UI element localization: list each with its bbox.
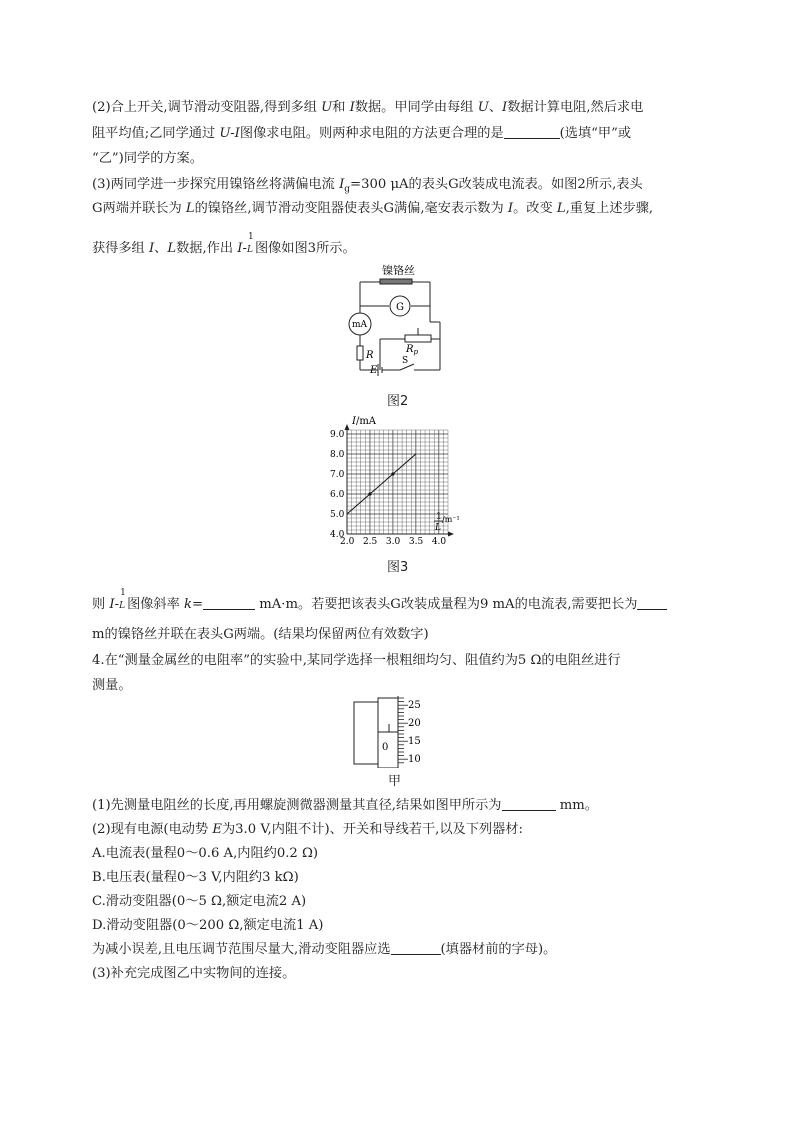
q3-part3-line2: G两端并联长为 L的镍铬丝,调节滑动变阻器使表头G满偏,毫安表示数为 I。改变 L,重复上述步骤, bbox=[92, 201, 654, 216]
circuit-diagram-fig2 bbox=[340, 262, 450, 377]
svg-text:/m⁻¹: /m⁻¹ bbox=[442, 515, 460, 524]
fig2-caption: 图2 bbox=[387, 394, 409, 409]
micrometer-tick-20: 20 bbox=[408, 718, 421, 729]
answer-blank-slope[interactable] bbox=[203, 597, 255, 610]
svg-text:L: L bbox=[435, 523, 441, 533]
q4-line2: 测量。 bbox=[92, 678, 132, 693]
x-tick-label: 2.0 bbox=[340, 537, 355, 547]
x-tick-label: 3.5 bbox=[408, 537, 424, 547]
micrometer-sleeve bbox=[354, 702, 378, 764]
q3-part4-line2: m的镍铬丝并联在表头G两端。(结果均保留两位有效数字) bbox=[92, 627, 429, 642]
x-tick-label: 2.5 bbox=[362, 537, 378, 547]
q3-part2-line3: “乙”)同学的方案。 bbox=[92, 151, 203, 166]
y-tick-label: 5.0 bbox=[330, 510, 345, 520]
q4-option-b: B.电压表(量程0～3 V,内阻约3 kΩ) bbox=[92, 870, 299, 885]
x-tick-label: 4.0 bbox=[431, 537, 447, 547]
label-e: E bbox=[370, 365, 378, 376]
y-tick-label: 4.0 bbox=[330, 530, 345, 540]
label-rp: $R_p$ bbox=[406, 344, 419, 356]
y-tick-label: 7.0 bbox=[330, 470, 345, 480]
q3-part4-line1: 则 I- 1 L 图像斜率 k= mA·m。若要把该表头G改装成量程为9 mA的电流表,需要把长为 bbox=[92, 597, 667, 614]
answer-blank-rheostat[interactable] bbox=[391, 942, 441, 955]
y-tick-label: 8.0 bbox=[330, 450, 345, 460]
chart-grid bbox=[347, 430, 448, 534]
data-marks bbox=[347, 454, 416, 514]
resistor-r bbox=[357, 346, 363, 360]
micrometer-tick-25: 25 bbox=[408, 700, 421, 711]
q4-part3: (3)补充完成图乙中实物间的连接。 bbox=[92, 966, 296, 981]
q3-part3-line3: 获得多组 I、L数据,作出 I- 1 L 图像如图3所示。 bbox=[92, 232, 356, 256]
micrometer-caption: 甲 bbox=[388, 774, 402, 789]
label-g: G bbox=[396, 302, 404, 313]
micrometer-figure bbox=[352, 694, 442, 768]
data-point bbox=[368, 492, 371, 495]
q4-part2-question: 为减小误差,且电压调节范围尽量大,滑动变阻器应选 (填器材前的字母)。 bbox=[92, 942, 557, 957]
label-ma: mA bbox=[352, 320, 368, 330]
micrometer-tick-10: 10 bbox=[408, 754, 421, 765]
fig3-caption: 图3 bbox=[387, 560, 409, 575]
q4-option-a: A.电流表(量程0～0.6 A,内阻约0.2 Ω) bbox=[92, 846, 319, 861]
q4-option-c: C.滑动变阻器(0～5 Ω,额定电流2 A) bbox=[92, 894, 307, 909]
fit-line bbox=[347, 454, 416, 514]
label-r: R bbox=[366, 350, 374, 361]
q4-part1: (1)先测量电阻丝的长度,再用螺旋测微器测量其直径,结果如图甲所示为 mm。 bbox=[92, 798, 598, 813]
q3-part2-line1: (2)合上开关,调节滑动变阻器,得到多组 U和 I数据。甲同学由每组 U、I数据计算电阻,然后求电 bbox=[92, 100, 644, 115]
micrometer-zero: 0 bbox=[382, 742, 389, 753]
answer-blank-diameter[interactable] bbox=[502, 798, 556, 811]
data-point bbox=[391, 472, 394, 475]
answer-blank-method[interactable] bbox=[504, 126, 560, 139]
q3-part2-line2: 阻平均值;乙同学通过 U-I图像求电阻。则两种求电阻的方法更合理的是 (选填“甲”或 bbox=[92, 126, 632, 141]
q4-option-d: D.滑动变阻器(0～200 Ω,额定电流1 A) bbox=[92, 918, 324, 933]
micrometer-tick-15: 15 bbox=[408, 736, 421, 747]
q4-part2: (2)现有电源(电动势 E为3.0 V,内阻不计)、开关和导线若干,以及下列器材: bbox=[92, 822, 523, 837]
micrometer-thimble-body bbox=[378, 698, 398, 768]
answer-blank-length[interactable] bbox=[637, 597, 667, 610]
q4-line1: 4.在“测量金属丝的电阻率”的实验中,某同学选择一根粗细均匀、阻值约为5 Ω的电阻丝进行 bbox=[92, 653, 621, 668]
x-tick-label: 3.0 bbox=[385, 537, 401, 547]
label-nichrome: 镍铬丝 bbox=[382, 264, 415, 277]
graph-fig3 bbox=[322, 414, 472, 549]
y-tick-label: 6.0 bbox=[330, 490, 345, 500]
label-s: S bbox=[402, 356, 409, 366]
y-tick-label: 9.0 bbox=[330, 430, 345, 440]
rheostat-rp bbox=[405, 335, 431, 342]
nichrome-wire bbox=[380, 279, 412, 284]
y-axis-label: I/mA bbox=[352, 416, 377, 427]
svg-text:1: 1 bbox=[436, 512, 442, 522]
q3-part3-line1: (3)两同学进一步探究用镍铬丝将满偏电流 $I_g=300$ μA的表头G改装成电流表。如图2所示,表头 bbox=[92, 177, 643, 195]
